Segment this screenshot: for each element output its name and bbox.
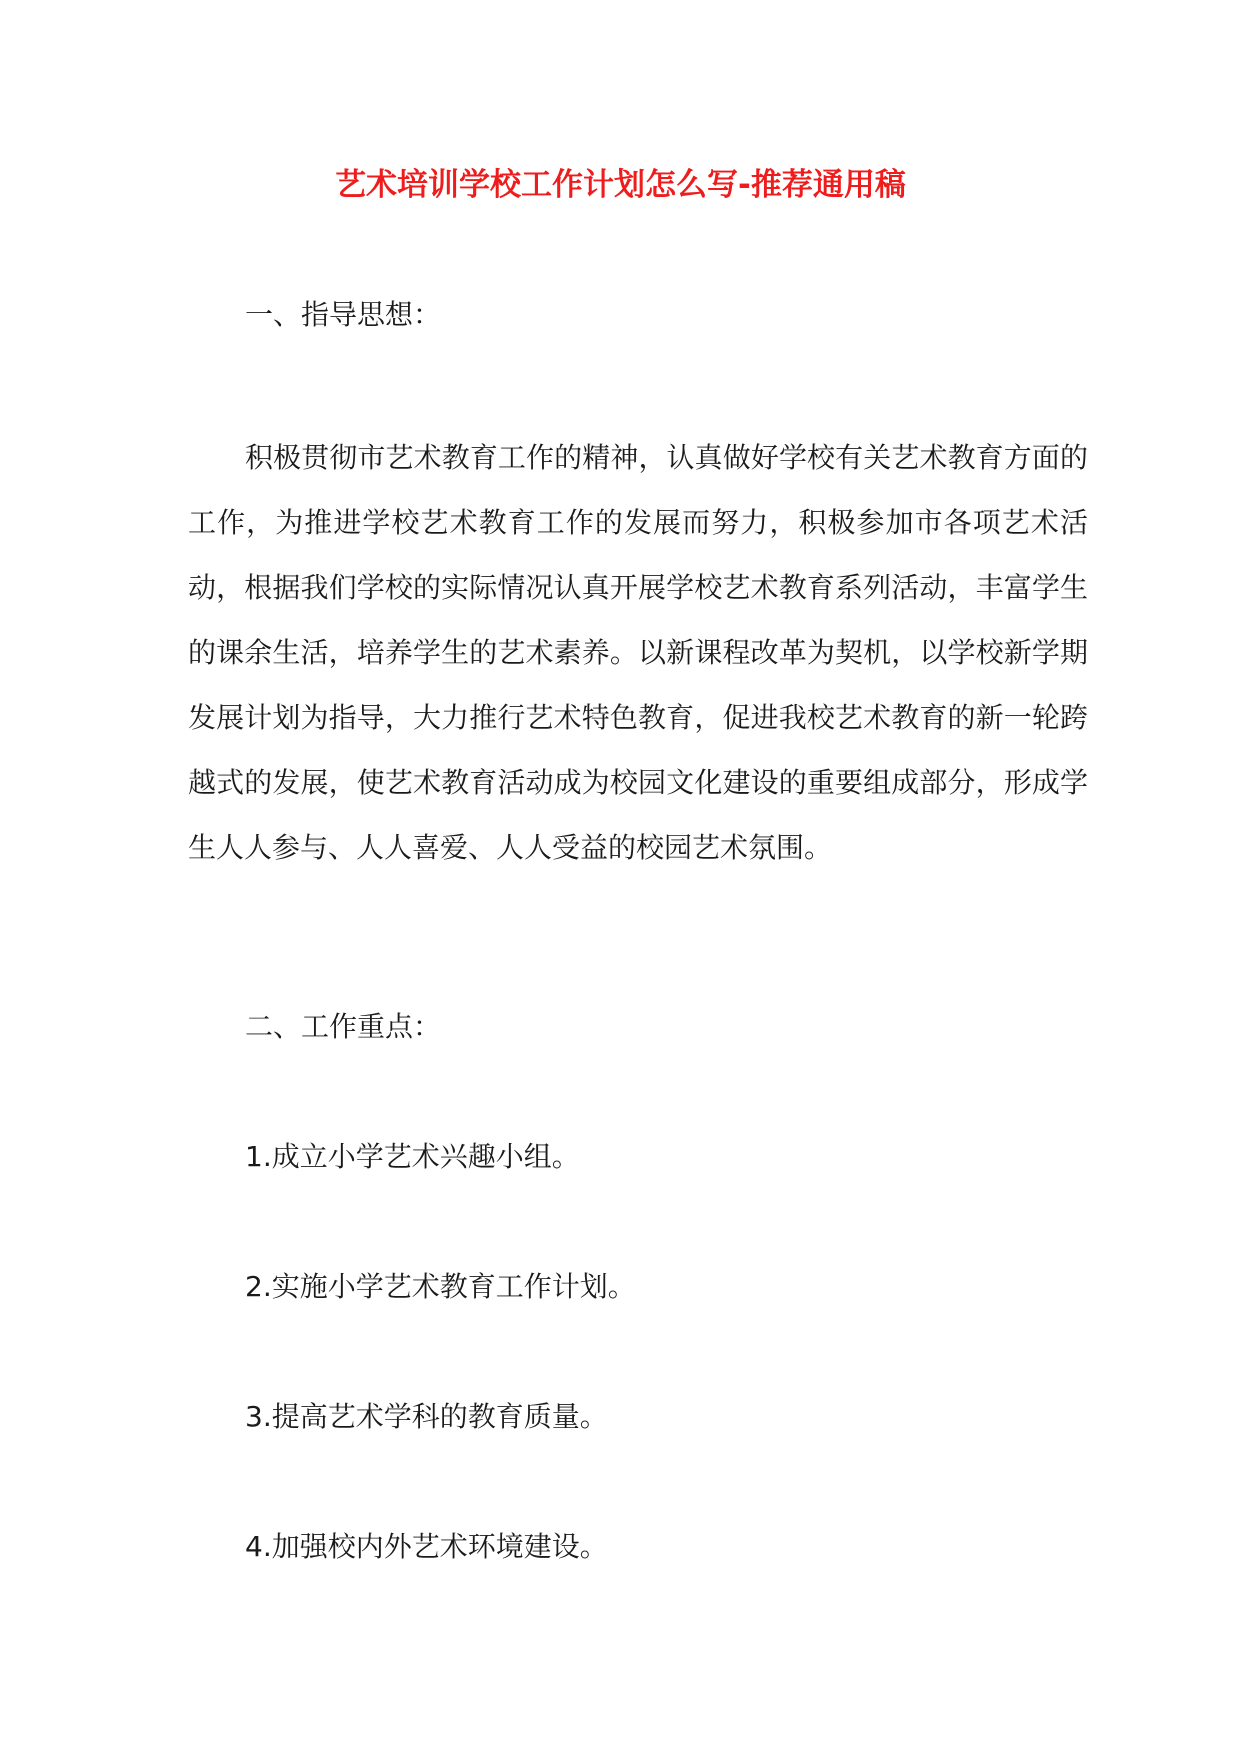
list-item: 1.成立小学艺术兴趣小组。	[245, 1140, 580, 1173]
document-title: 艺术培训学校工作计划怎么写-推荐通用稿	[335, 167, 906, 203]
list-item: 3.提高艺术学科的教育质量。	[245, 1400, 608, 1433]
section-heading-guiding-ideology: 一、指导思想：	[245, 298, 442, 331]
guiding-ideology-paragraph: 积极贯彻市艺术教育工作的精神，认真做好学校有关艺术教育方面的工作，为推进学校艺术教育工作的发展而努力，积极参加市各项艺术活动，根据我们学校的实际情况认真开展学校艺术教育系列活动，丰富学生的课余生活，培养学生的艺术素养。以新课程改革为契机，以学校新学期发展计划为指导，大力推行艺术特色教育，促进我校艺术教育的新一轮跨越式的发展，使艺术教育活动成为校园文化建设的重要组成部分，形成学生人人参与、人人喜爱、人人受益的校园艺术氛围。	[188, 441, 1088, 864]
list-item: 2.实施小学艺术教育工作计划。	[245, 1270, 636, 1303]
section-heading-work-focus: 二、工作重点：	[245, 1010, 442, 1043]
list-item: 4.加强校内外艺术环境建设。	[245, 1530, 608, 1563]
